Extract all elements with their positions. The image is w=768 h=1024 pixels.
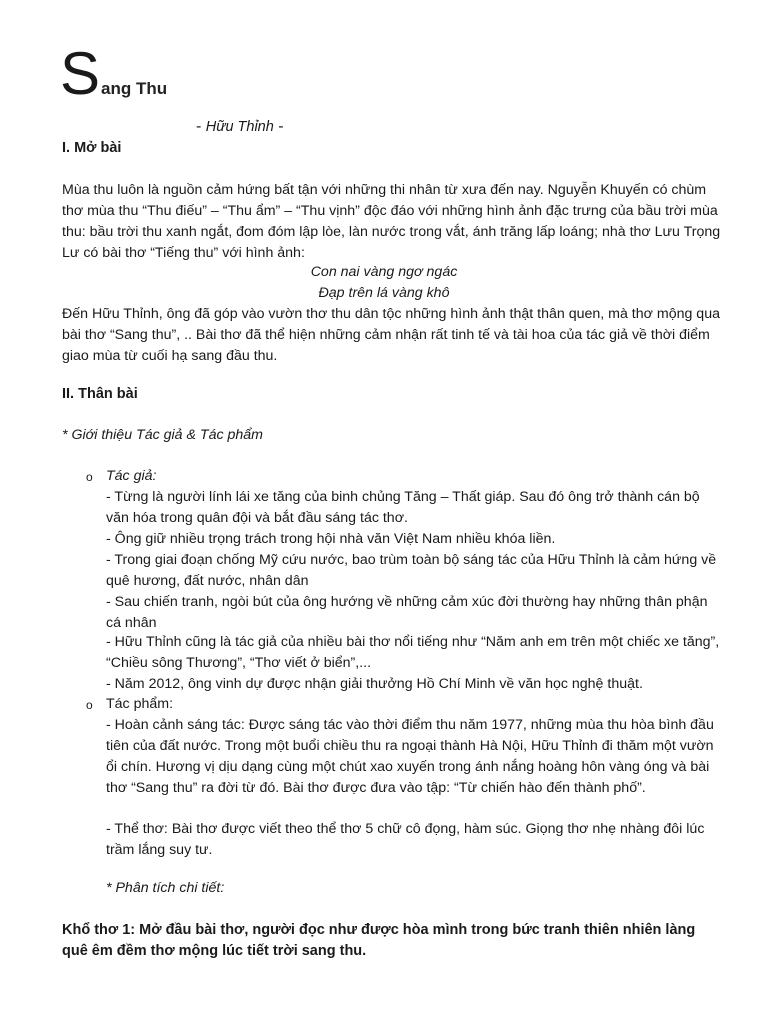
author-line-2: - Ông giữ nhiều trọng trách trong hội nhà văn Việt Nam nhiều khóa liền. xyxy=(106,531,556,547)
author-dash-right: - xyxy=(273,118,284,135)
author-dash-left: - xyxy=(196,118,206,135)
bullet-work: o xyxy=(86,698,93,712)
verse-line-1: Con nai vàng ngơ ngác xyxy=(310,264,458,280)
stanza-1-heading: Khổ thơ 1: Mở đầu bài thơ, người đọc như được hòa mình trong bức tranh thiên nhiên làng quê êm đềm thơ mộng lúc tiết trời sang thu. xyxy=(62,922,696,959)
body-heading: II. Thân bài xyxy=(62,386,138,402)
author-line-1: - Từng là người lính lái xe tăng của binh chủng Tăng – Thất giáp. Sau đó ông trở thành cán bộ văn hóa trong quân đội và bắt đầu sáng tác thơ. xyxy=(106,489,700,526)
verse-line-2: Đạp trên lá vàng khô xyxy=(318,285,450,301)
author-line-5: - Hữu Thỉnh cũng là tác giả của nhiều bài thơ nổi tiếng như “Năm anh em trên một chiếc xe tăng”, “Chiều sông Thương”, “Thơ viết ở biển”,... xyxy=(106,634,720,671)
intro-paragraph-1: Mùa thu luôn là nguồn cảm hứng bất tận với những thi nhân từ xưa đến nay. Nguyễn Khuyến có chùm thơ mùa thu “Thu điếu” – “Thu ẩm” – “Thu vịnh” độc đáo với những hình ảnh đặc trưng của bầu trời mùa thu: bầu trời thu xanh ngắt, đom đóm lập lòe, làn nước trong vắt, ánh trăng lấp loáng; nhà thơ Lưu Trọng Lư có bài thơ “Tiếng thu” với hình ảnh: xyxy=(62,182,721,261)
intro-subheading: * Giới thiệu Tác giả & Tác phẩm xyxy=(62,427,263,443)
intro-paragraph-2: Đến Hữu Thỉnh, ông đã góp vào vườn thơ thu dân tộc những hình ảnh thật thân quen, mà thơ mộng qua bài thơ “Sang thu”, .. Bài thơ đã thể hiện những cảm nhận rất tinh tế và tài hoa của tác giả về thời điểm giao mùa từ cuối hạ sang đầu thu. xyxy=(62,306,720,364)
author-line-4: - Sau chiến tranh, ngòi bút của ông hướng về những cảm xúc đời thường hay những thân phận cá nhân xyxy=(106,594,708,631)
work-section-label: Tác phẩm: xyxy=(106,696,174,712)
intro-heading: I. Mở bài xyxy=(62,140,122,156)
author-line-6: - Năm 2012, ông vinh dự được nhận giải thưởng Hồ Chí Minh về văn học nghệ thuật. xyxy=(106,676,643,692)
document-title xyxy=(60,40,168,107)
title-initial: S xyxy=(60,40,101,107)
author-line-3: - Trong giai đoạn chống Mỹ cứu nước, bao trùm toàn bộ sáng tác của Hữu Thỉnh là cảm hứng về quê hương, đất nước, nhân dân xyxy=(106,552,717,589)
author-line xyxy=(196,118,284,136)
work-line-2: - Thể thơ: Bài thơ được viết theo thể thơ 5 chữ cô đọng, hàm súc. Giọng thơ nhẹ nhàng đôi lúc trầm lắng suy tư. xyxy=(106,821,705,858)
analysis-subheading: * Phân tích chi tiết: xyxy=(106,880,225,896)
bullet-author: o xyxy=(86,470,93,484)
title-rest: ang Thu xyxy=(101,79,168,98)
work-line-1: - Hoàn cảnh sáng tác: Được sáng tác vào thời điểm thu năm 1977, những mùa thu hòa bình đầu tiên của đất nước. Trong một buổi chiều thu ra ngoại thành Hà Nội, Hữu Thỉnh đi thăm một vườn ổi chín. Hương vị dịu dạng cùng một chút xao xuyến trong ánh nắng hoàng hôn vàng óng và bài thơ “Sang thu” ra đời từ đó. Bài thơ được đưa vào tập: “Từ chiến hào đến thành phố”. xyxy=(106,717,714,796)
author-section-label: Tác giả: xyxy=(106,468,157,484)
author-name: Hữu Thỉnh xyxy=(205,119,274,135)
